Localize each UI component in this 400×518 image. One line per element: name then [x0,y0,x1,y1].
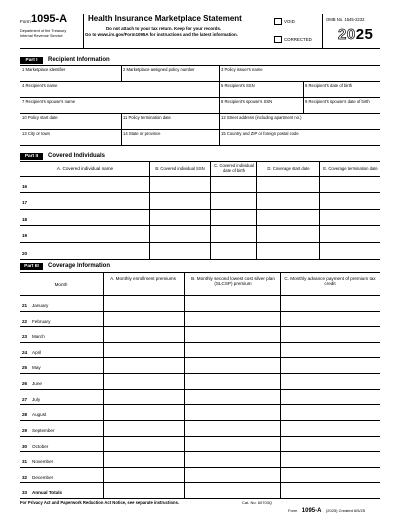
field-marketplace-id[interactable]: 1 Marketplace identifier [22,67,66,72]
field-street-address[interactable]: 12 Street address (including apartment no.) [221,115,302,120]
coverage-row-month: January [32,303,49,308]
field-city[interactable]: 13 City or town [22,131,50,136]
coverage-row-number: 23 [22,334,28,340]
footer-form-number: 1095-A [301,508,322,514]
corrected-checkbox[interactable] [274,36,282,43]
coverage-row-number: 29 [22,427,28,433]
field-spouse-name[interactable]: 7 Recipient's spouse's name [22,99,76,104]
coverage-row-month: November [32,459,54,465]
covered-row-number: 18 [22,217,28,222]
irs-label: Internal Revenue Service [20,34,63,38]
corrected-label: CORRECTED [284,37,312,42]
col-slcsp-premium: B. Monthly second lowest cost silver plan (SLCSP) premium [191,276,275,287]
privacy-notice: For Privacy Act and Paperwork Reduction Act Notice, see separate instructions. [20,500,180,505]
coverage-row-number: 32 [22,474,28,480]
part-1-title: Recipient Information [48,57,110,63]
void-label: VOID [284,19,295,24]
coverage-row-month: March [32,334,45,340]
part-2-tag: Part II [20,153,43,160]
catalog-number: Cat. No. 60703Q [242,500,273,505]
part-3-tag: Part III [20,263,43,270]
footer-revision: (2025) Created 6/5/25 [325,508,366,513]
coverage-row-month: October [32,443,49,449]
tax-year [338,26,373,43]
instructions-line-2: Go to www.irs.gov/Form1095A for instructions and the latest information. [85,32,238,37]
coverage-row-number: 33 [22,490,28,496]
col-coverage-termination: E. Coverage termination date [323,166,378,171]
field-recipient-ssn[interactable]: 5 Recipient's SSN [221,83,255,88]
col-coverage-start: D. Coverage start date [267,166,310,171]
omb-number: OMB No. 1545-2232 [326,17,365,22]
part-3-title: Coverage Information [48,263,111,269]
col-enrollment-premiums: A. Monthly enrollment premiums [110,276,176,281]
field-policy-termination[interactable]: 11 Policy termination date [123,115,171,120]
coverage-row-number: 21 [22,303,28,308]
field-issuer-name[interactable]: 3 Policy issuer's name [221,67,263,72]
col-month: Month [54,282,68,287]
coverage-row-number: 26 [22,381,28,387]
tax-year-suffix: 25 [355,26,374,43]
coverage-row-number: 31 [22,459,28,465]
tax-year-prefix: 20 [338,26,356,43]
covered-row-number: 17 [22,200,28,205]
coverage-row-number: 22 [22,318,28,324]
field-recipient-dob[interactable]: 6 Recipient's date of birth [305,83,353,88]
void-checkbox[interactable] [274,18,282,25]
part-1-header [20,56,380,65]
field-policy-number[interactable]: 2 Marketplace-assigned policy number [123,67,195,72]
footer-form-word: Form [288,508,298,513]
form-1095a [20,13,380,514]
form-title: Health Insurance Marketplace Statement [88,14,242,23]
field-country-zip[interactable]: 15 Country and ZIP or foreign postal code [221,131,299,136]
form-number: 1095-A [31,13,68,25]
part-1-tag: Part I [20,57,43,64]
covered-row-number: 19 [22,233,28,238]
instructions-line-1: Do not attach to your tax return. Keep for your records. [106,26,222,31]
part-2-title: Covered Individuals [48,153,106,159]
covered-row-number: 20 [22,251,28,256]
coverage-row-month: September [32,427,55,433]
form-label: Form [20,19,31,24]
part-3-header [20,262,380,271]
coverage-row-number: 24 [22,349,28,355]
col-covered-dob: C. Covered individual date of birth [214,163,254,174]
field-policy-start[interactable]: 10 Policy start date [22,115,58,120]
coverage-row-month: February [32,318,51,324]
footer-form-id [288,499,365,517]
covered-row-number: 16 [22,184,28,189]
field-spouse-ssn[interactable]: 8 Recipient's spouse's SSN [221,99,273,104]
coverage-row-month: May [32,365,41,371]
coverage-row-month: July [32,396,41,402]
coverage-row-month: June [32,381,42,387]
form-id-block [20,14,82,44]
coverage-row-number: 28 [22,412,28,418]
coverage-row-month: Annual Totals [32,490,63,496]
coverage-row-number: 30 [22,443,28,449]
field-state[interactable]: 14 State or province [123,131,161,136]
coverage-row-month: April [32,349,42,355]
col-covered-name: A. Covered individual name [56,166,114,171]
coverage-row-month: December [32,474,54,480]
field-recipient-name[interactable]: 4 Recipient's name [22,83,58,88]
coverage-row-number: 25 [22,365,28,371]
part-2-header [20,152,380,161]
col-covered-ssn: B. Covered individual SSN [155,166,205,171]
field-spouse-dob[interactable]: 9 Recipient's spouse's date of birth [305,99,370,104]
coverage-row-number: 27 [22,396,28,402]
dept-treasury: Department of the Treasury [20,29,67,33]
col-advance-ptc: C. Monthly advance payment of premium tax credit [284,276,376,287]
coverage-row-month: August [32,412,47,418]
